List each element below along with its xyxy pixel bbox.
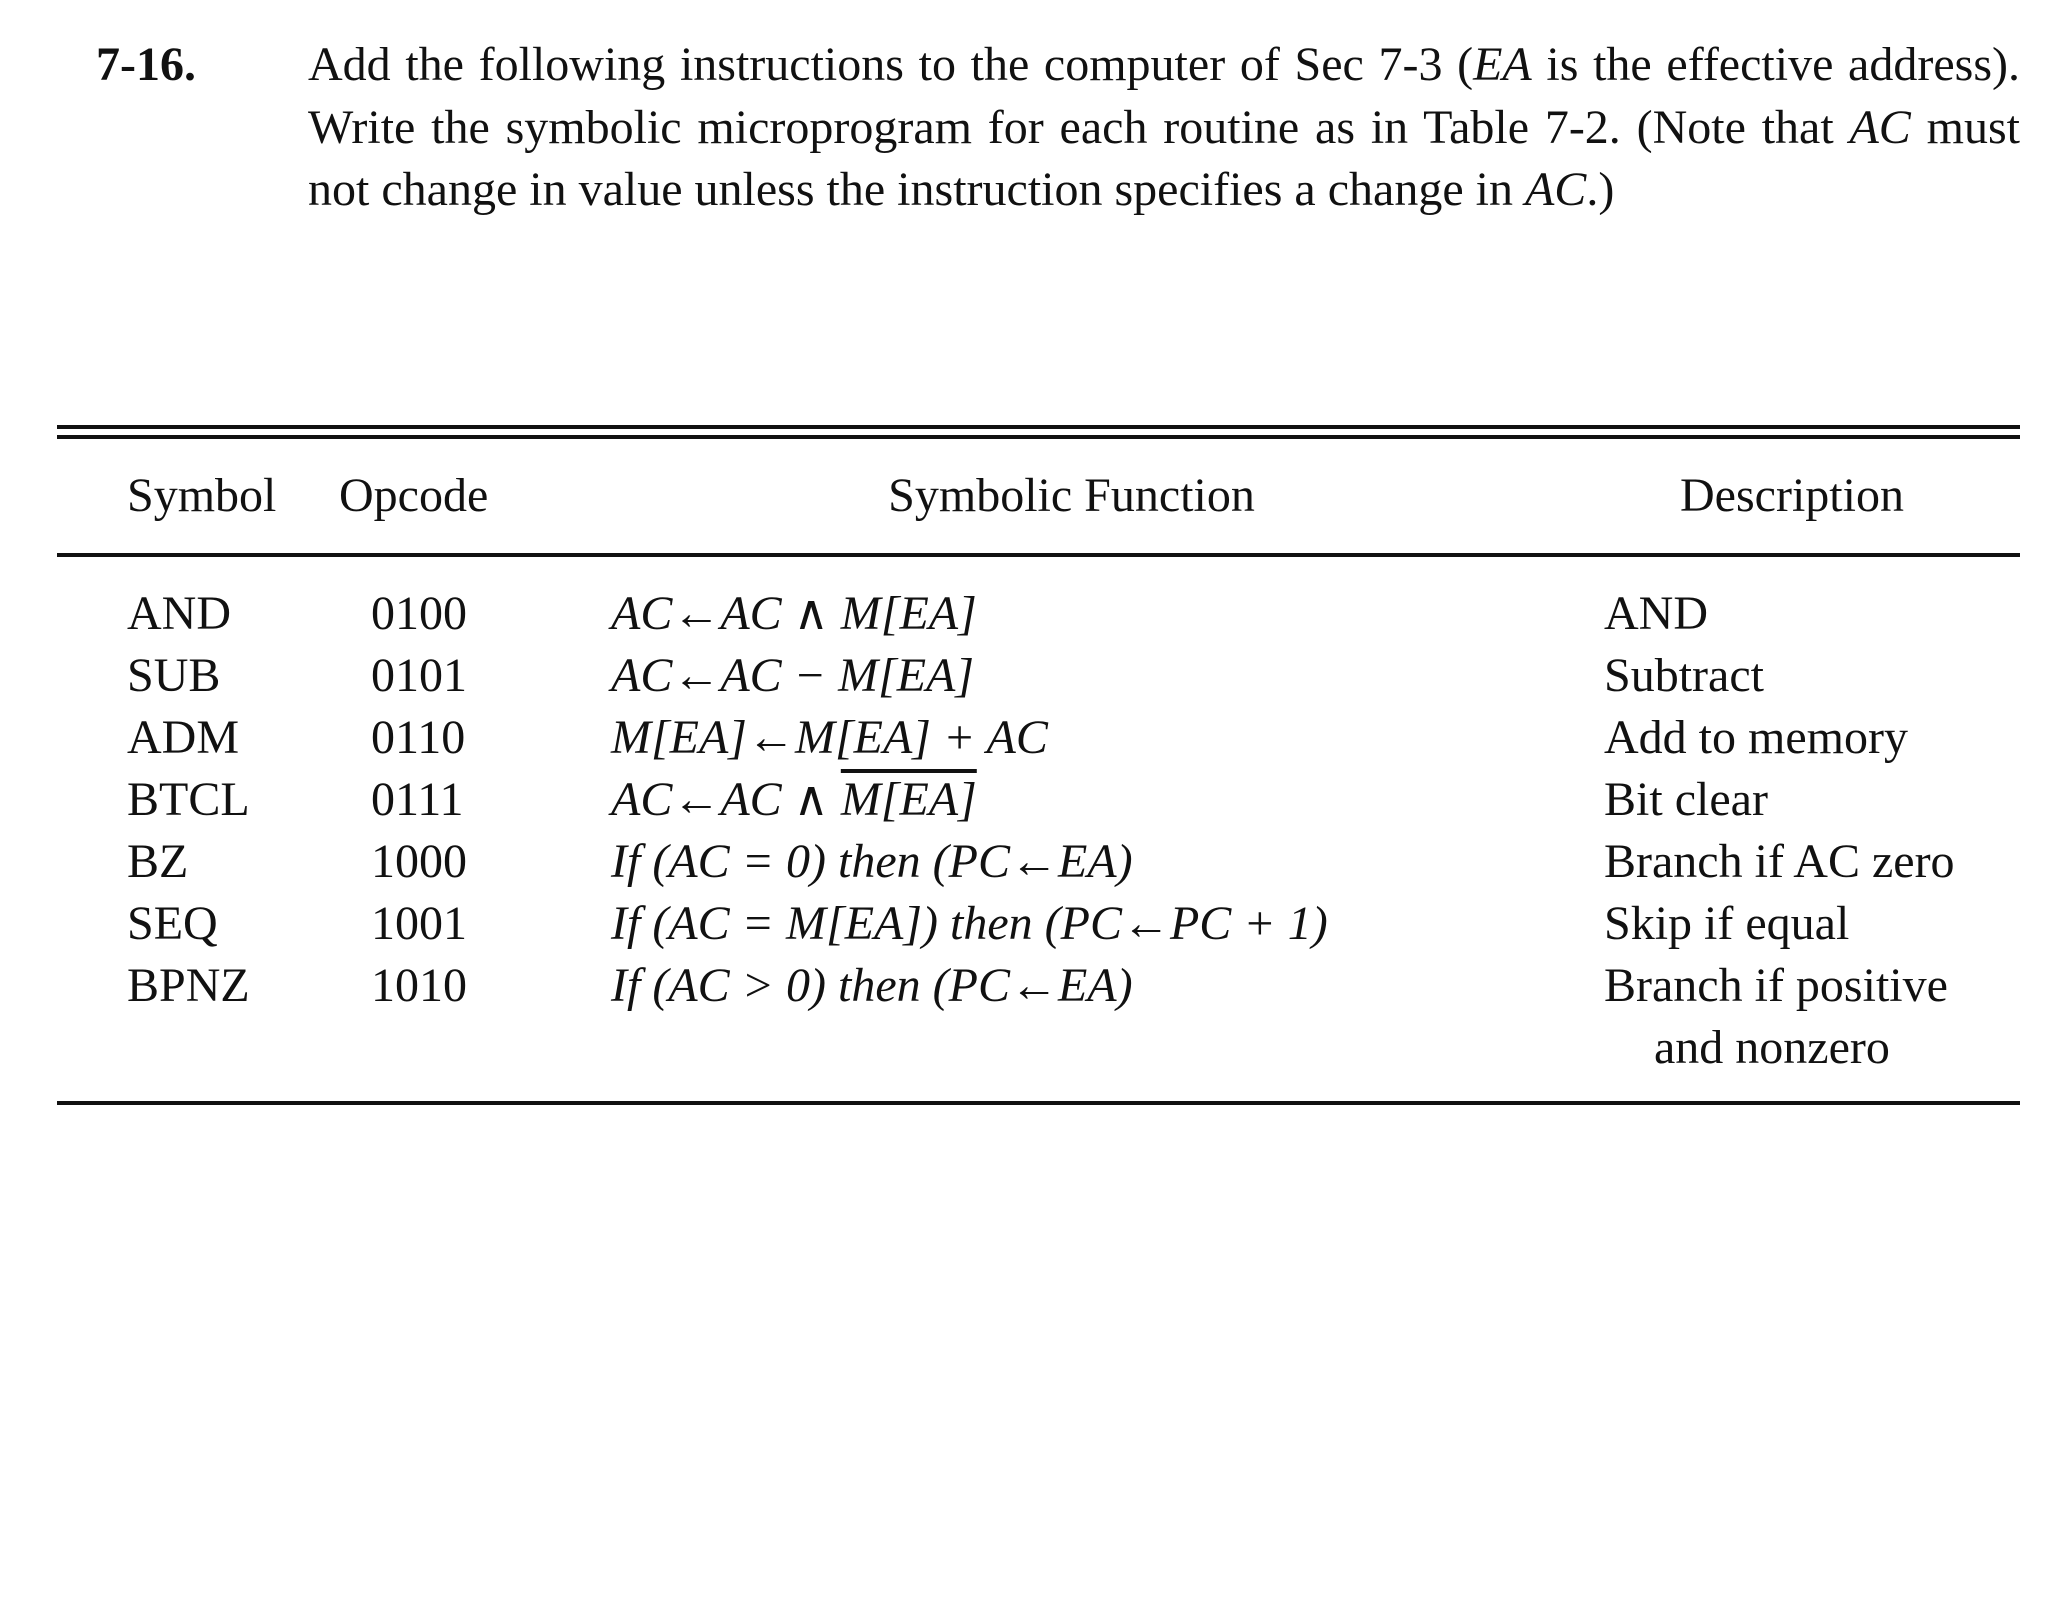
row-symbol: BPNZ xyxy=(127,959,250,1012)
row-description: Add to memory xyxy=(1604,711,1908,764)
table-row xyxy=(57,831,2020,893)
row-description: Skip if equal xyxy=(1604,897,1850,950)
row-symbol: BTCL xyxy=(127,773,250,826)
row-symbol: AND xyxy=(127,587,231,640)
table-row xyxy=(57,557,2020,645)
row-function-complement: M[EA] xyxy=(840,773,977,826)
row-function: M[EA]←M[EA] + AC xyxy=(611,711,1048,764)
table-row xyxy=(57,955,2020,1101)
problem-text-part: Add the following instructions to the computer of Sec 7-3 ( xyxy=(308,38,1474,91)
row-description: Branch if AC zero xyxy=(1604,835,1955,888)
row-symbol: BZ xyxy=(127,835,189,888)
problem-text-ac: AC xyxy=(1524,163,1587,216)
row-opcode: 1001 xyxy=(371,897,467,950)
table-row xyxy=(57,707,2020,769)
row-opcode: 0100 xyxy=(371,587,467,640)
problem-text-part: .) xyxy=(1586,163,1615,216)
row-description-line2: and nonzero xyxy=(1654,1021,1890,1074)
row-opcode: 0111 xyxy=(371,773,464,826)
row-function: AC←AC ∧ M[EA] xyxy=(611,587,977,640)
row-function: If (AC > 0) then (PC←EA) xyxy=(611,959,1133,1012)
problem-number: 7-16. xyxy=(96,38,196,91)
header-opcode: Opcode xyxy=(339,469,489,522)
table-row xyxy=(57,769,2020,831)
row-description-line1: Branch if positive xyxy=(1604,959,1948,1012)
row-function: AC←AC − M[EA] xyxy=(611,649,975,702)
row-symbol: SEQ xyxy=(127,897,218,950)
instruction-table-body xyxy=(57,557,2020,1101)
row-symbol: ADM xyxy=(127,711,240,764)
instruction-table xyxy=(57,425,2020,1105)
row-description xyxy=(1596,955,2020,1101)
row-opcode: 0110 xyxy=(371,711,466,764)
problem-text-part: must not change in value unless the instruction specifies a change in xyxy=(308,100,2020,216)
table-row xyxy=(57,893,2020,955)
problem-text xyxy=(308,34,2020,222)
table-header-row xyxy=(57,439,2020,553)
row-symbol: SUB xyxy=(127,649,221,702)
table-row xyxy=(57,645,2020,707)
row-function xyxy=(611,769,1596,831)
row-opcode: 0101 xyxy=(371,649,467,702)
row-description: AND xyxy=(1604,587,1708,640)
header-function: Symbolic Function xyxy=(888,469,1255,522)
row-function: If (AC = M[EA]) then (PC←PC + 1) xyxy=(611,897,1328,950)
row-opcode: 1000 xyxy=(371,835,467,888)
row-function: If (AC = 0) then (PC←EA) xyxy=(611,835,1133,888)
header-description: Description xyxy=(1680,469,1904,522)
problem-text-ac: AC xyxy=(1849,100,1911,154)
header-symbol: Symbol xyxy=(127,469,277,522)
row-opcode: 1010 xyxy=(371,959,467,1012)
row-function-pre: AC←AC ∧ xyxy=(611,773,841,826)
problem-text-part: is the effective address). Write the symbolic microprogram for each routine as in Table 7-2. (Note that xyxy=(308,38,2020,154)
problem-text-ea: EA xyxy=(1473,38,1532,91)
table-top-rule xyxy=(57,425,2020,429)
row-description: Subtract xyxy=(1604,649,1764,702)
instruction-table-grid xyxy=(57,439,2020,553)
table-bottom-rule xyxy=(57,1101,2020,1105)
row-description: Bit clear xyxy=(1604,773,1768,826)
